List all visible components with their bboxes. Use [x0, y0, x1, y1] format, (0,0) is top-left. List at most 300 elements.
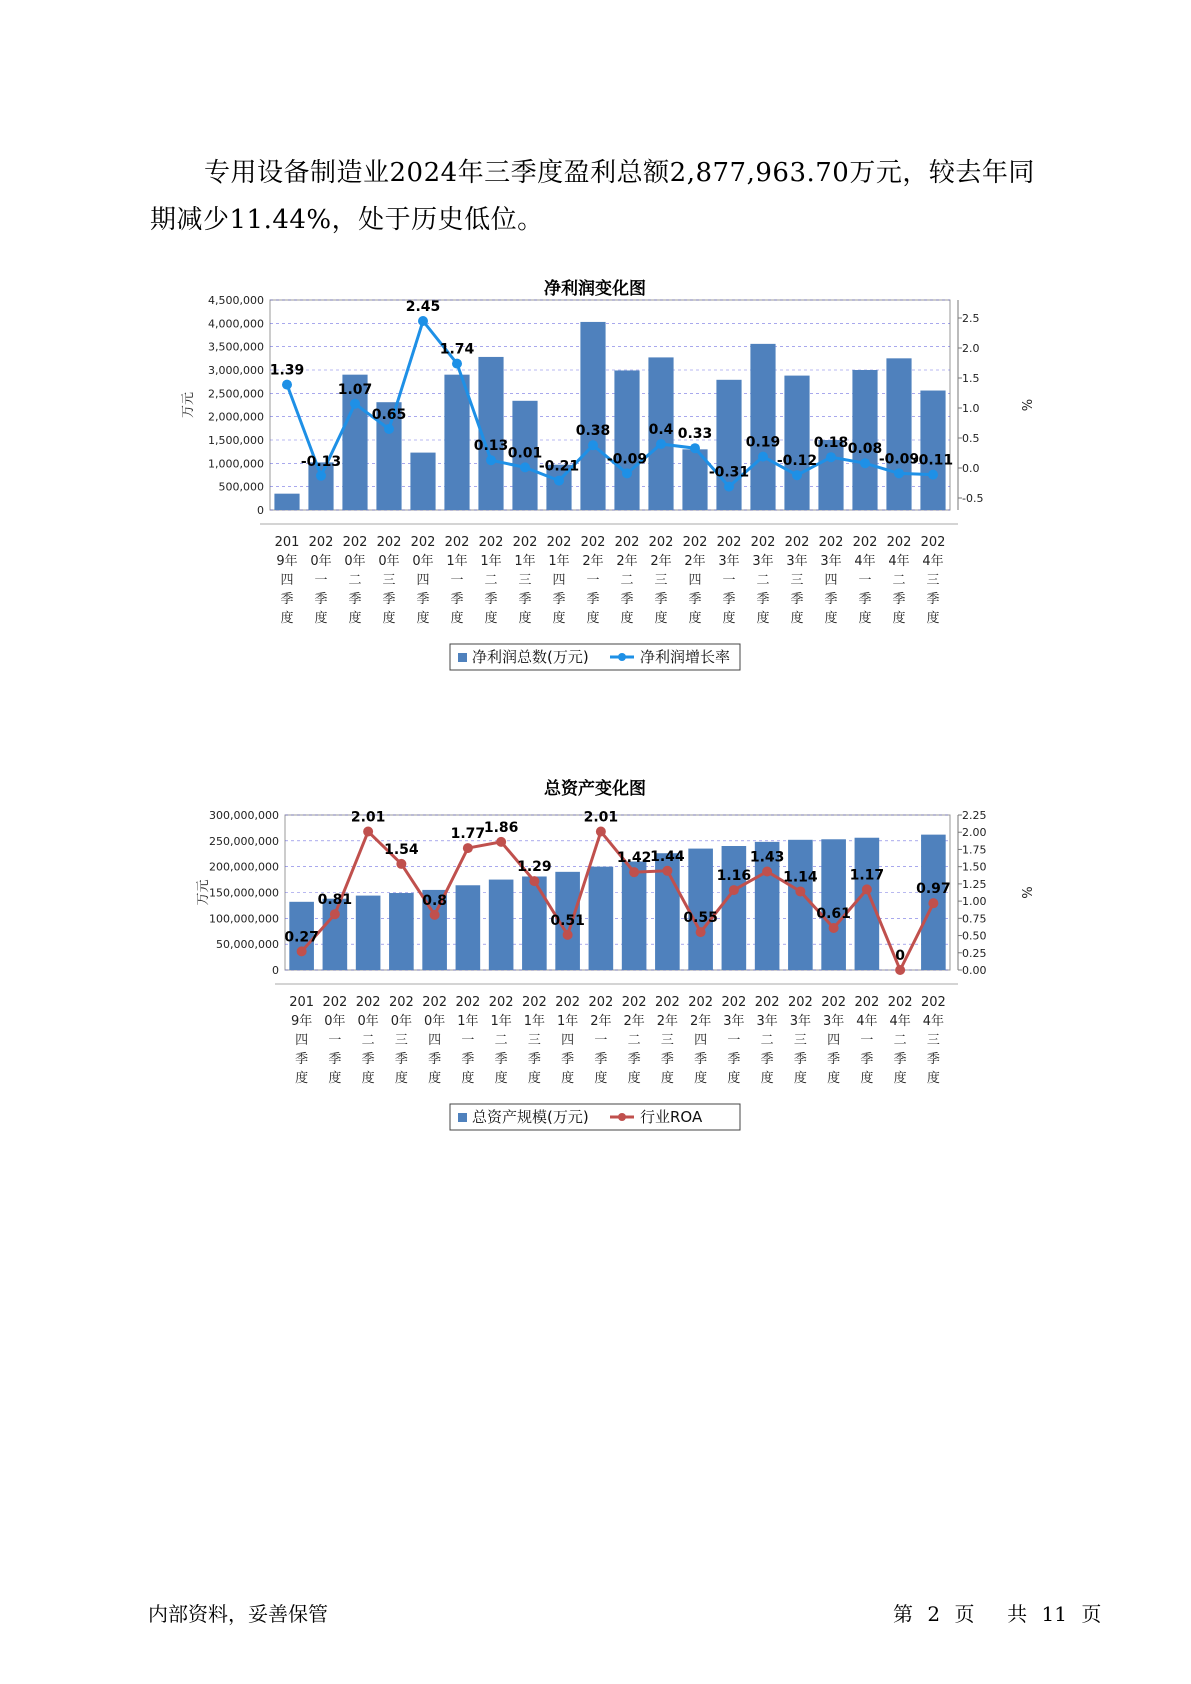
legend-line-label: 行业ROA	[640, 1108, 703, 1126]
x-tick-label: 季	[926, 592, 940, 607]
y2-tick-label: 1.00	[962, 895, 987, 909]
x-tick-label: 1年	[514, 554, 536, 569]
x-tick-label: 季	[361, 1052, 375, 1067]
x-tick-label: 季	[790, 592, 804, 607]
data-label: 0.4	[648, 422, 674, 438]
y2-tick-label: 1.50	[962, 860, 987, 874]
x-tick-label: 季	[382, 592, 396, 607]
x-tick-label: 度	[893, 1071, 907, 1086]
x-tick-label: 二	[348, 573, 362, 588]
x-tick-label: 202	[614, 535, 640, 550]
data-label: -0.13	[300, 453, 342, 470]
x-tick-label: 一	[586, 573, 600, 588]
x-tick-label: 202	[887, 995, 913, 1010]
bar	[389, 893, 414, 970]
x-tick-label: 4年	[888, 554, 910, 569]
x-tick-label: 三	[518, 573, 532, 588]
x-tick-label: 季	[722, 592, 736, 607]
x-tick-label: 202	[444, 535, 470, 550]
data-label: -0.09	[606, 451, 648, 468]
x-tick-label: 202	[488, 995, 514, 1010]
total-assets-chart	[0, 770, 1191, 1220]
line-point	[596, 827, 606, 837]
x-tick-label: 202	[478, 535, 504, 550]
x-tick-label: 度	[450, 611, 464, 626]
data-label: 1.16	[716, 868, 752, 885]
x-tick-label: 2年	[582, 554, 604, 569]
bar	[614, 370, 639, 510]
x-tick-label: 202	[821, 995, 847, 1010]
x-tick-label: 201	[289, 995, 315, 1010]
x-tick-label: 202	[648, 535, 674, 550]
y2-tick-label: 1.5	[962, 372, 980, 385]
line-point	[762, 866, 772, 876]
line-point	[452, 359, 462, 369]
x-tick-label: 0年	[390, 1014, 413, 1029]
x-tick-label: 季	[688, 592, 702, 607]
line-point	[330, 909, 340, 919]
data-label: 1.17	[849, 867, 885, 884]
y-tick-label: 2,000,000	[208, 410, 264, 424]
x-tick-label: 4年	[856, 1014, 878, 1029]
x-tick-label: 0年	[357, 1014, 379, 1029]
data-label: 1.86	[483, 819, 519, 836]
x-tick-label: 202	[682, 535, 708, 550]
x-tick-label: 一	[450, 573, 464, 588]
legend-bar-swatch	[458, 653, 467, 662]
line-point	[363, 827, 373, 837]
x-tick-label: 二	[494, 1033, 508, 1048]
y-tick-label: 3,500,000	[208, 340, 264, 354]
y2-tick-label: 0.75	[962, 912, 987, 926]
x-tick-label: 202	[920, 995, 946, 1010]
x-tick-label: 202	[754, 995, 780, 1010]
x-tick-label: 3年	[756, 1014, 778, 1029]
x-tick-label: 3年	[789, 1014, 812, 1029]
legend-bar-label: 总资产规模(万元)	[472, 1108, 589, 1126]
x-tick-label: 0年	[412, 554, 434, 569]
x-tick-label: 季	[620, 592, 634, 607]
x-tick-label: 度	[586, 611, 600, 626]
x-tick-label: 度	[428, 1071, 442, 1086]
x-tick-label: 1年	[523, 1014, 546, 1029]
net-profit-chart-svg	[0, 270, 1191, 720]
x-tick-label: 202	[852, 535, 878, 550]
x-tick-label: 度	[394, 1071, 408, 1086]
data-label: 0.55	[683, 910, 718, 927]
x-tick-label: 度	[827, 1071, 841, 1086]
line-point	[588, 440, 598, 450]
y-axis-title: 万元	[181, 391, 196, 419]
x-tick-label: 202	[854, 995, 880, 1010]
x-tick-label: 三	[654, 573, 668, 588]
data-label: 1.77	[450, 826, 486, 843]
page-suffix: 页	[954, 1602, 975, 1626]
x-tick-label: 三	[790, 573, 804, 588]
bar	[722, 846, 747, 970]
x-tick-label: 季	[858, 592, 872, 607]
bar	[274, 494, 299, 510]
x-tick-label: 一	[858, 573, 872, 588]
line-point	[795, 886, 805, 896]
x-tick-label: 202	[521, 995, 547, 1010]
line-point	[860, 458, 870, 468]
y-tick-label: 4,000,000	[208, 317, 264, 331]
data-label: 1.54	[384, 841, 419, 858]
data-label: 0.33	[677, 426, 713, 443]
data-label: 0.19	[745, 434, 781, 451]
legend-line-label: 净利润增长率	[640, 648, 731, 666]
line-point	[690, 443, 700, 453]
y-tick-label: 500,000	[218, 480, 264, 494]
x-tick-label: 季	[461, 1052, 475, 1067]
y2-axis-title: %	[1018, 398, 1033, 412]
bar	[522, 876, 547, 970]
data-label: 1.29	[517, 859, 552, 876]
data-label: 1.39	[269, 362, 305, 379]
y2-tick-label: 2.5	[962, 312, 980, 325]
x-tick-label: 一	[727, 1033, 741, 1048]
y-tick-label: 50,000,000	[216, 938, 279, 952]
y-tick-label: 4,500,000	[208, 294, 264, 307]
x-tick-label: 9年	[276, 554, 298, 569]
line-point	[895, 965, 905, 975]
x-tick-label: 季	[348, 592, 362, 607]
y-tick-label: 3,000,000	[208, 364, 264, 377]
data-label: 0.01	[507, 445, 543, 462]
data-label: 0.38	[575, 423, 611, 440]
y-tick-label: 300,000,000	[209, 809, 279, 822]
x-tick-label: 一	[328, 1033, 342, 1048]
bar	[456, 885, 481, 970]
x-tick-label: 度	[688, 611, 702, 626]
page-number: 2	[927, 1602, 941, 1626]
line-point	[622, 468, 632, 478]
bar	[589, 867, 614, 970]
line-point	[656, 439, 666, 449]
bar	[784, 376, 809, 510]
x-tick-label: 度	[416, 611, 430, 626]
x-tick-label: 度	[860, 1071, 874, 1086]
x-tick-label: 一	[461, 1033, 475, 1048]
data-label: 0.13	[473, 438, 509, 455]
y2-tick-label: 1.75	[962, 843, 987, 857]
x-tick-label: 度	[858, 611, 872, 626]
x-tick-label: 季	[518, 592, 532, 607]
bar	[920, 391, 945, 510]
x-tick-label: 2年	[590, 1014, 612, 1029]
x-tick-label: 3年	[752, 554, 774, 569]
x-tick-label: 季	[860, 1052, 874, 1067]
x-tick-label: 度	[328, 1071, 342, 1086]
x-tick-label: 度	[694, 1071, 708, 1086]
x-tick-label: 202	[355, 995, 381, 1010]
line-point	[629, 867, 639, 877]
data-label: 0.97	[916, 881, 951, 898]
x-tick-label: 季	[594, 1052, 608, 1067]
x-tick-label: 度	[756, 611, 770, 626]
x-tick-label: 0年	[423, 1014, 446, 1029]
x-tick-label: 三	[660, 1033, 674, 1048]
x-tick-label: 202	[580, 535, 606, 550]
y2-tick-label: 0.5	[962, 432, 980, 445]
x-tick-label: 3年	[786, 554, 808, 569]
x-tick-label: 季	[428, 1052, 442, 1067]
y-axis-title: 万元	[196, 879, 211, 906]
x-tick-label: 度	[461, 1071, 475, 1086]
data-label: -0.11	[912, 452, 954, 469]
x-tick-label: 季	[527, 1052, 541, 1067]
line-point	[297, 946, 307, 956]
x-tick-label: 度	[793, 1071, 807, 1086]
line-point	[463, 843, 473, 853]
x-tick-label: 度	[314, 611, 328, 626]
data-label: 0.51	[550, 912, 585, 929]
x-tick-label: 四	[824, 573, 838, 588]
y2-tick-label: -0.5	[962, 492, 984, 505]
x-tick-label: 季	[552, 592, 566, 607]
x-tick-label: 202	[342, 535, 368, 550]
line-point	[554, 476, 564, 486]
x-tick-label: 季	[727, 1052, 741, 1067]
data-label: 1.44	[650, 848, 685, 865]
x-tick-label: 三	[926, 573, 940, 588]
x-tick-label: 202	[787, 995, 813, 1010]
data-label: 0.81	[317, 892, 353, 909]
y2-axis-title: %	[1018, 886, 1033, 899]
line-point	[928, 898, 938, 908]
x-tick-label: 度	[654, 611, 668, 626]
data-label: -0.21	[538, 458, 580, 475]
bar	[750, 344, 775, 510]
x-tick-label: 2年	[689, 1014, 712, 1029]
line-point	[729, 885, 739, 895]
x-tick-label: 202	[654, 995, 680, 1010]
line-point	[826, 452, 836, 462]
line-point	[418, 316, 428, 326]
bar	[821, 839, 846, 970]
line-point	[430, 910, 440, 920]
x-tick-label: 度	[926, 611, 940, 626]
x-tick-label: 度	[280, 611, 294, 626]
x-tick-label: 1年	[457, 1014, 479, 1029]
total-pages: 11	[1041, 1602, 1067, 1626]
paragraph-line-1-text: 专用设备制造业2024年三季度盈利总额2,877,963.70万元，较去年同	[204, 158, 1035, 188]
x-tick-label: 二	[627, 1033, 641, 1048]
x-tick-label: 二	[484, 573, 498, 588]
y-tick-label: 250,000,000	[209, 834, 279, 848]
plot-frame	[270, 300, 950, 510]
x-tick-label: 202	[716, 535, 742, 550]
x-tick-label: 度	[348, 611, 362, 626]
y2-tick-label: 1.25	[962, 877, 987, 891]
data-label: -0.12	[776, 453, 818, 470]
x-tick-label: 202	[388, 995, 414, 1010]
x-tick-label: 度	[494, 1071, 508, 1086]
legend-line-marker	[618, 1113, 626, 1121]
data-label: 1.14	[783, 869, 818, 886]
x-tick-label: 二	[361, 1033, 375, 1048]
x-tick-label: 1年	[480, 554, 502, 569]
x-tick-label: 4年	[889, 1014, 911, 1029]
data-label: 0.61	[816, 905, 851, 922]
line-point	[758, 452, 768, 462]
bar	[489, 880, 514, 970]
x-tick-label: 2年	[623, 1014, 645, 1029]
x-tick-label: 度	[722, 611, 736, 626]
data-label: 0.18	[813, 435, 849, 452]
x-tick-label: 202	[688, 995, 714, 1010]
x-tick-label: 度	[552, 611, 566, 626]
x-tick-label: 度	[627, 1071, 641, 1086]
line-point	[282, 380, 292, 390]
x-tick-label: 度	[727, 1071, 741, 1086]
data-label: -0.09	[878, 451, 920, 468]
net-profit-chart	[0, 270, 1191, 720]
x-tick-label: 季	[827, 1052, 841, 1067]
chart-title: 净利润变化图	[544, 279, 646, 299]
x-tick-label: 季	[484, 592, 498, 607]
x-tick-label: 季	[314, 592, 328, 607]
x-tick-label: 三	[394, 1033, 408, 1048]
x-tick-label: 度	[660, 1071, 674, 1086]
x-tick-label: 0年	[310, 554, 332, 569]
data-label: 2.45	[405, 299, 441, 315]
x-tick-label: 度	[790, 611, 804, 626]
x-tick-label: 3年	[820, 554, 842, 569]
x-tick-label: 4年	[854, 554, 876, 569]
x-tick-label: 二	[756, 573, 770, 588]
data-label: 1.07	[337, 381, 373, 398]
line-point	[696, 927, 706, 937]
x-tick-label: 季	[694, 1052, 708, 1067]
legend-bar-swatch	[458, 1113, 467, 1122]
x-tick-label: 2年	[616, 554, 638, 569]
x-tick-label: 0年	[324, 1014, 346, 1029]
data-label: 1.43	[749, 849, 785, 866]
x-tick-label: 201	[274, 535, 300, 550]
x-tick-label: 1年	[548, 554, 570, 569]
x-tick-label: 4年	[922, 554, 944, 569]
x-tick-label: 季	[926, 1052, 940, 1067]
x-tick-label: 四	[694, 1033, 708, 1048]
y2-tick-label: 0.50	[962, 929, 987, 943]
legend-bar-label: 净利润总数(万元)	[472, 648, 589, 666]
bar	[356, 896, 381, 970]
line-point	[520, 462, 530, 472]
x-tick-label: 202	[818, 535, 844, 550]
y-tick-label: 1,500,000	[208, 434, 264, 447]
footer-confidential: 内部资料，妥善保管	[148, 1602, 328, 1626]
bar	[580, 322, 605, 510]
total-assets-chart-svg	[0, 770, 1191, 1220]
x-tick-label: 度	[926, 1071, 940, 1086]
x-tick-label: 季	[756, 592, 770, 607]
x-tick-label: 202	[784, 535, 810, 550]
line-point	[529, 876, 539, 886]
data-label: -0.31	[708, 464, 750, 481]
x-tick-label: 四	[428, 1033, 442, 1048]
x-tick-label: 度	[518, 611, 532, 626]
y2-tick-label: 2.0	[962, 342, 980, 355]
bar	[410, 453, 435, 510]
x-tick-label: 202	[512, 535, 538, 550]
x-tick-label: 度	[892, 611, 906, 626]
x-tick-label: 季	[561, 1052, 575, 1067]
x-tick-label: 2年	[656, 1014, 679, 1029]
x-tick-label: 四	[688, 573, 702, 588]
x-tick-label: 四	[561, 1033, 575, 1048]
y2-tick-label: 2.00	[962, 826, 987, 840]
x-tick-label: 4年	[922, 1014, 945, 1029]
x-tick-label: 季	[660, 1052, 674, 1067]
bar	[855, 838, 880, 970]
x-tick-label: 季	[654, 592, 668, 607]
x-tick-label: 202	[422, 995, 448, 1010]
x-tick-label: 0年	[344, 554, 366, 569]
x-tick-label: 三	[382, 573, 396, 588]
x-tick-label: 三	[793, 1033, 807, 1048]
y2-tick-label: 2.25	[962, 809, 987, 822]
x-tick-label: 202	[750, 535, 776, 550]
line-point	[862, 884, 872, 894]
x-tick-label: 季	[280, 592, 294, 607]
x-tick-label: 季	[627, 1052, 641, 1067]
x-tick-label: 9年	[290, 1014, 313, 1029]
x-tick-label: 202	[308, 535, 334, 550]
x-tick-label: 季	[394, 1052, 408, 1067]
y-tick-label: 100,000,000	[209, 912, 279, 926]
x-tick-label: 度	[760, 1071, 774, 1086]
line-point	[928, 470, 938, 480]
x-tick-label: 0年	[378, 554, 400, 569]
data-label: 0.27	[284, 929, 319, 946]
y-tick-label: 150,000,000	[209, 886, 279, 900]
x-tick-label: 202	[721, 995, 747, 1010]
x-tick-label: 度	[527, 1071, 541, 1086]
x-tick-label: 度	[620, 611, 634, 626]
line-point	[792, 470, 802, 480]
x-tick-label: 四	[827, 1033, 841, 1048]
x-tick-label: 1年	[490, 1014, 512, 1029]
y2-tick-label: 0.25	[962, 946, 987, 960]
x-tick-label: 202	[886, 535, 912, 550]
data-label: 1.74	[439, 341, 475, 358]
x-tick-label: 季	[586, 592, 600, 607]
line-point	[563, 930, 573, 940]
line-point	[316, 471, 326, 481]
x-tick-label: 季	[450, 592, 464, 607]
line-point	[384, 424, 394, 434]
line-point	[829, 923, 839, 933]
x-tick-label: 季	[494, 1052, 508, 1067]
y-tick-label: 200,000,000	[209, 860, 279, 874]
y-tick-label: 0	[257, 504, 264, 517]
x-tick-label: 3年	[822, 1014, 845, 1029]
total-suffix: 页	[1081, 1602, 1102, 1626]
x-tick-label: 1年	[556, 1014, 579, 1029]
x-tick-label: 3年	[718, 554, 740, 569]
x-tick-label: 四	[280, 573, 294, 588]
bar	[852, 370, 877, 510]
x-tick-label: 2年	[650, 554, 672, 569]
data-label: 2.01	[583, 809, 619, 826]
x-tick-label: 二	[893, 1033, 907, 1048]
x-tick-label: 202	[621, 995, 647, 1010]
chart-title: 总资产变化图	[544, 779, 646, 799]
y2-tick-label: 0.0	[962, 462, 980, 475]
y2-tick-label: 1.0	[962, 402, 980, 415]
